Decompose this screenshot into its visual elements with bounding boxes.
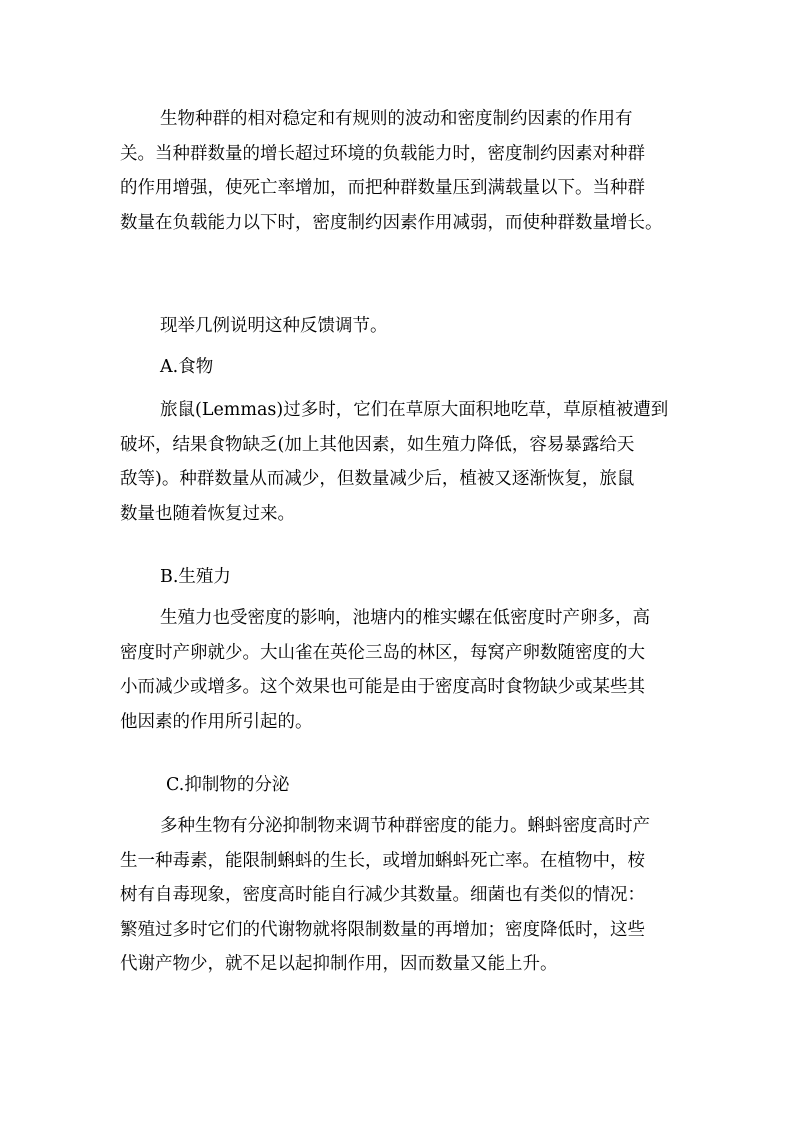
text-line: 繁殖过多时它们的代谢物就将限制数量的再增加；密度降低时，这些: [120, 919, 645, 940]
paragraph-fertility: [120, 601, 680, 739]
paragraph-lemmings: [120, 393, 680, 531]
text-line: 生一种毒素，能限制蝌蚪的生长，或增加蝌蚪死亡率。在植物中，桉: [120, 850, 645, 871]
text-line: 他因素的作用所引起的。: [120, 711, 313, 732]
text-line: 密度时产卵就少。大山雀在英伦三岛的林区，每窝产卵数随密度的大: [120, 642, 645, 663]
text-line: 数量也随着恢复过来。: [120, 503, 295, 524]
text-line: 多种生物有分泌抑制物来调节种群密度的能力。蝌蚪密度高时产: [160, 816, 650, 836]
text-line: 生殖力也受密度的影响，池塘内的椎实螺在低密度时产卵多，高: [160, 608, 650, 628]
paragraph-intro-examples: [120, 309, 680, 344]
text-line: 小而减少或增多。这个效果也可能是由于密度高时食物缺少或某些其: [120, 677, 645, 697]
text-line: 的作用增强，使死亡率增加，而把种群数量压到满载量以下。当种群: [120, 178, 645, 198]
paragraph-population-regulation: [120, 102, 680, 240]
text-line: 敌等)。种群数量从而减少，但数量减少后，植被又逐渐恢复，旅鼠: [120, 469, 635, 489]
text-line: 破坏，结果食物缺乏(加上其他因素，如生殖力降低，容易暴露给天: [120, 434, 635, 455]
text-line: 生物种群的相对稳定和有规则的波动和密度制约因素的作用有: [160, 109, 633, 129]
text-line: 现举几例说明这种反馈调节。: [160, 316, 388, 336]
text-line: 代谢产物少，就不足以起抑制作用，因而数量又能上升。: [120, 954, 558, 974]
text-line: 树有自毒现象，密度高时能自行减少其数量。细菌也有类似的情况：: [120, 885, 645, 905]
text-line: 关。当种群数量的增长超过环境的负载能力时，密度制约因素对种群: [120, 143, 645, 164]
text-line: 旅鼠(Lemmas)过多时，它们在草原大面积地吃草，草原植被遭到: [160, 400, 669, 420]
paragraph-inhibitors: [120, 809, 680, 982]
heading-fertility: B.生殖力: [160, 567, 231, 587]
heading-inhibitors: C.抑制物的分泌: [166, 775, 290, 795]
text-line: 数量在负载能力以下时，密度制约因素作用减弱，而使种群数量增长。: [120, 212, 663, 233]
heading-food: A.食物: [160, 357, 214, 377]
